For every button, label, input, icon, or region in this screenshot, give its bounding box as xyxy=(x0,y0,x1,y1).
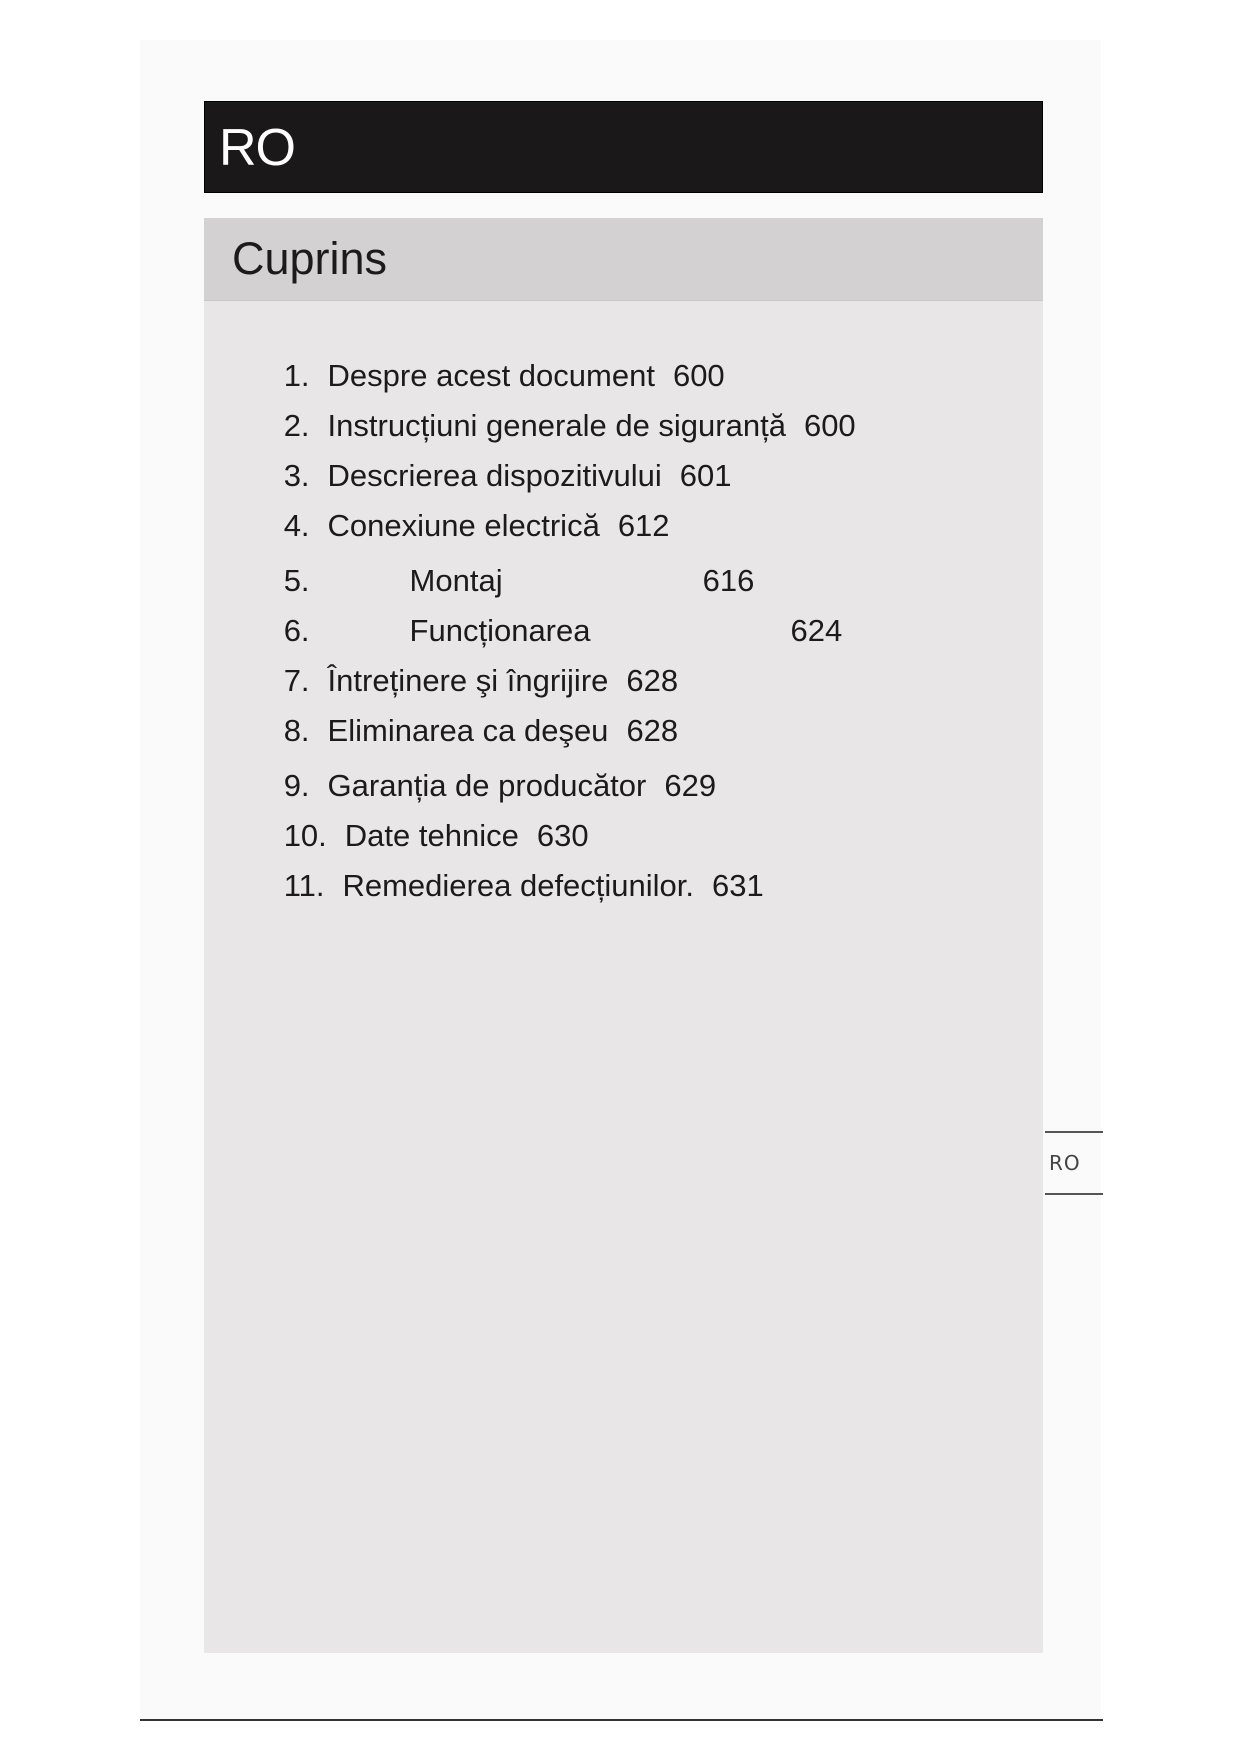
toc-entry-number: 8. xyxy=(283,713,310,748)
toc-entry-number: 10. xyxy=(283,818,327,853)
language-header-bar xyxy=(204,101,1043,193)
toc-entry-title: Garanția de producător xyxy=(327,768,647,803)
toc-entry-title: Montaj xyxy=(409,563,503,598)
toc-entry-number: 7. xyxy=(283,663,310,698)
toc-entry-page: 624 xyxy=(790,613,843,648)
toc-entry-page: 631 xyxy=(712,868,764,903)
toc-entry-title: Conexiune electrică xyxy=(327,508,600,543)
language-code: RO xyxy=(219,119,295,177)
toc-entry-number: 3. xyxy=(283,458,310,493)
language-side-tab xyxy=(1045,1131,1103,1195)
side-tab-label: RO xyxy=(1049,1151,1081,1175)
toc-entry-page: 600 xyxy=(803,408,856,443)
toc-entry-page: 629 xyxy=(664,768,717,803)
toc-entry-title: Remedierea defecțiunilor. xyxy=(342,868,695,903)
toc-entry-page: 630 xyxy=(536,818,589,853)
toc-entry-page: 628 xyxy=(626,713,679,748)
toc-entry-title: Date tehnice xyxy=(344,818,519,853)
toc-entry-number: 5. xyxy=(283,563,310,598)
toc-entry-title: Despre acest document xyxy=(327,358,655,393)
toc-entry-number: 1. xyxy=(283,358,310,393)
table-of-contents xyxy=(204,218,1043,1653)
toc-entry-number: 11. xyxy=(283,868,325,903)
toc-entry-title: Instrucțiuni generale de siguranță xyxy=(327,408,786,443)
toc-entry-title: Eliminarea ca deşeu xyxy=(327,713,609,748)
toc-entry-number: 4. xyxy=(283,508,310,543)
toc-entry-page: 628 xyxy=(626,663,679,698)
toc-entry-page: 616 xyxy=(702,563,755,598)
toc-entry-title: Întreținere şi îngrijire xyxy=(327,663,609,698)
toc-entry-number: 9. xyxy=(283,768,310,803)
toc-entry-number: 6. xyxy=(283,613,310,648)
toc-entry-title: Descrierea dispozitivului xyxy=(327,458,662,493)
toc-entry-number: 2. xyxy=(283,408,310,443)
toc-entry-page: 612 xyxy=(617,508,670,543)
toc-entry[interactable] xyxy=(232,832,764,940)
toc-title-bar xyxy=(204,218,1043,301)
toc-entry-title: Funcționarea xyxy=(409,613,591,648)
toc-title: Cuprins xyxy=(232,233,388,284)
toc-entry-page: 600 xyxy=(672,358,725,393)
toc-entry-page: 601 xyxy=(679,458,732,493)
bottom-divider xyxy=(140,1719,1103,1721)
